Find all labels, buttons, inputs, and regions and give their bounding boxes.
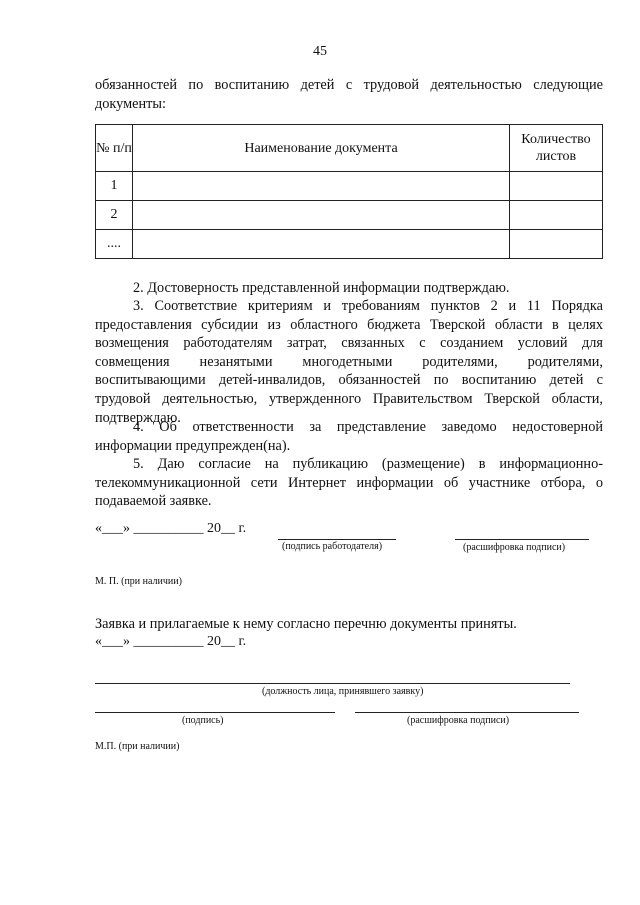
employer-date: «___» __________ 20__ г. — [95, 521, 247, 536]
row-doc-name — [133, 172, 510, 201]
intro-text: обязанностей по воспитанию детей с трудовой деятельностью следующие документы: — [95, 77, 603, 112]
item-3: 3. Соответствие критериям и требованиям пунктов 2 и 11 Порядка предоставления субсидии из областного бюджета Тверской области в целях возмещения работодателям затрат, связанных с созданием условий для совмещения незанятыми многодетными родителями, родителями, воспитывающими детей-инвалидов, обязанностей по воспитанию детей с трудовой деятельностью, утвержденного Правительством Тверской области, подтверждаю. — [95, 298, 603, 426]
col-header-doc-name: Наименование документа — [133, 125, 510, 172]
col-header-number: № п/п — [96, 125, 133, 172]
documents-table — [95, 124, 603, 259]
row-sheet-count — [510, 172, 603, 201]
accepted-decoding-label: (расшифровка подписи) — [407, 715, 510, 726]
table-header-row — [96, 125, 603, 172]
row-number: 2 — [96, 201, 133, 230]
accepted-signature-line — [95, 712, 335, 713]
accepted-decoding-line — [355, 712, 579, 713]
table-row — [96, 230, 603, 259]
accepted-date: «___» __________ 20__ г. — [95, 634, 247, 649]
row-sheet-count — [510, 230, 603, 259]
employer-signature-label: (подпись работодателя) — [282, 541, 383, 552]
item-5: 5. Даю согласие на публикацию (размещение) в информационно-телекоммуникационной сети Интернет информации об участнике отбора, о подаваемой заявке. — [95, 456, 603, 510]
row-doc-name — [133, 230, 510, 259]
employer-decoding-line — [455, 539, 589, 540]
row-number: .... — [96, 230, 133, 259]
employer-stamp-note: М. П. (при наличии) — [95, 576, 182, 587]
row-sheet-count — [510, 201, 603, 230]
row-number: 1 — [96, 172, 133, 201]
page-number: 45 — [313, 44, 327, 59]
position-line — [95, 683, 570, 684]
col-header-sheet-count: Количество листов — [510, 125, 603, 172]
item-4: 4. Об ответственности за представление заведомо недостоверной информации предупрежден(на). — [95, 419, 603, 454]
row-doc-name — [133, 201, 510, 230]
position-label: (должность лица, принявшего заявку) — [262, 686, 424, 697]
table-row — [96, 172, 603, 201]
accepted-text: Заявка и прилагаемые к нему согласно перечню документы приняты. — [95, 616, 517, 632]
accepted-stamp-note: М.П. (при наличии) — [95, 741, 180, 752]
accepted-signature-label: (подпись) — [182, 715, 224, 726]
employer-decoding-label: (расшифровка подписи) — [463, 542, 566, 553]
table-row — [96, 201, 603, 230]
item-2: 2. Достоверность представленной информации подтверждаю. — [133, 280, 510, 296]
employer-signature-line — [278, 539, 396, 540]
